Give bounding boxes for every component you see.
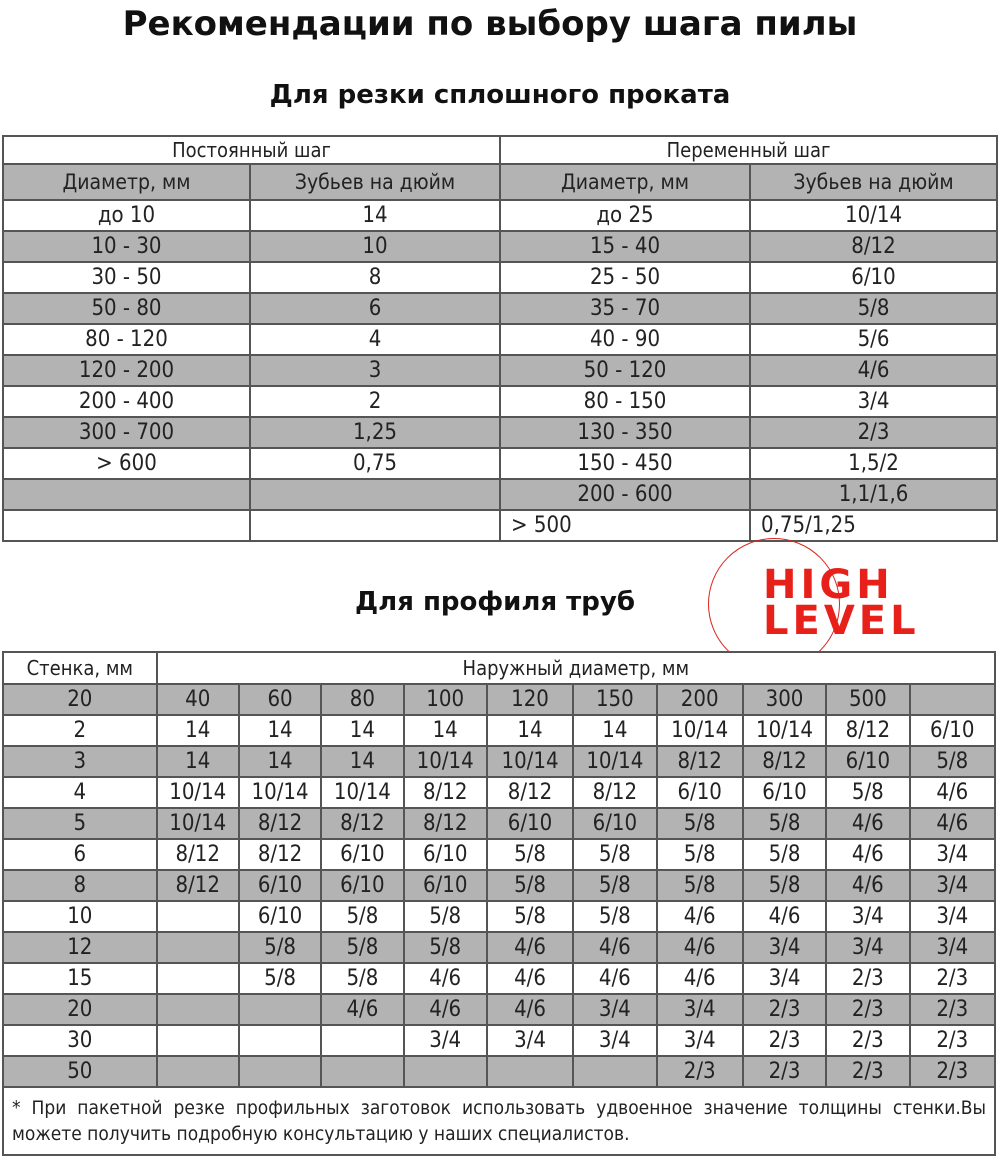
table-cell: 2/3 (826, 963, 909, 994)
table-row (3, 200, 997, 231)
table-cell: 2/3 (826, 994, 909, 1025)
table-cell: 8/12 (239, 808, 321, 839)
table-cell: 2/3 (826, 1025, 909, 1056)
table-cell (239, 1056, 321, 1087)
table-cell: 6/10 (750, 262, 997, 293)
constant-pitch-caption: Постоянный шаг (3, 136, 500, 164)
table-cell (157, 901, 239, 932)
table-cell: 50 (3, 1056, 157, 1087)
table-row (3, 1025, 995, 1056)
column-header: 60 (239, 684, 321, 715)
solid-stock-section-title: Для резки сплошного проката (269, 80, 731, 110)
table-cell: 3/4 (657, 994, 743, 1025)
table-cell: 5/8 (239, 963, 321, 994)
table-cell: 4/6 (657, 901, 743, 932)
table-cell: 4/6 (826, 870, 909, 901)
table-cell: 4/6 (910, 777, 996, 808)
table-cell: 8/12 (743, 746, 826, 777)
table-cell: 6/10 (239, 870, 321, 901)
table-cell: 2 (250, 386, 500, 417)
table-cell: 3/4 (750, 386, 997, 417)
table-cell: 50 - 80 (3, 293, 250, 324)
table-cell: 8/12 (573, 777, 656, 808)
table-row (3, 746, 995, 777)
table-cell: 6/10 (321, 839, 403, 870)
table-cell: 10/14 (404, 746, 487, 777)
table-row (3, 386, 997, 417)
table-cell: 14 (250, 200, 500, 231)
logo-line-1: HIGH (763, 562, 894, 608)
column-header: 40 (157, 684, 239, 715)
table-cell: 130 - 350 (500, 417, 750, 448)
table-cell: 200 - 400 (3, 386, 250, 417)
table-cell: 3/4 (910, 870, 996, 901)
column-header: Зубьев на дюйм (250, 164, 500, 200)
column-header: 100 (404, 684, 487, 715)
table-cell: > 500 (500, 510, 750, 541)
table-cell: 15 - 40 (500, 231, 750, 262)
table-cell: 1,5/2 (750, 448, 997, 479)
table-cell: 10/14 (239, 777, 321, 808)
table-cell: 3/4 (826, 932, 909, 963)
table-cell: 5/8 (573, 870, 656, 901)
table-cell: 0,75/1,25 (750, 510, 997, 541)
table-cell: 120 - 200 (3, 355, 250, 386)
table-cell: 4/6 (404, 963, 487, 994)
table-cell: 5/8 (743, 808, 826, 839)
table-cell: 15 (3, 963, 157, 994)
table-cell: 10/14 (743, 715, 826, 746)
table-cell (157, 994, 239, 1025)
table-cell: 3/4 (404, 1025, 487, 1056)
table-cell: 300 - 700 (3, 417, 250, 448)
table-cell: 14 (239, 715, 321, 746)
table-cell: 2/3 (910, 994, 996, 1025)
table-row (3, 479, 997, 510)
table-cell: 4/6 (657, 963, 743, 994)
table-cell (157, 932, 239, 963)
table-cell: 4/6 (573, 932, 656, 963)
pipe-profile-table (2, 651, 996, 1156)
table-row (3, 777, 995, 808)
table-cell: 35 - 70 (500, 293, 750, 324)
table-cell: 10/14 (750, 200, 997, 231)
table-cell: 14 (573, 715, 656, 746)
table-cell: 4/6 (657, 932, 743, 963)
table-cell: 5/8 (321, 963, 403, 994)
table-cell: 5/8 (743, 839, 826, 870)
table-cell: 10/14 (321, 777, 403, 808)
table-cell: 2/3 (826, 1056, 909, 1087)
table-cell: 5/8 (487, 870, 573, 901)
table-cell: 5/8 (657, 839, 743, 870)
table-cell: 5/8 (487, 901, 573, 932)
table-cell: 6/10 (404, 870, 487, 901)
column-header: 80 (321, 684, 403, 715)
table-cell: 5/8 (826, 777, 909, 808)
column-header: Диаметр, мм (3, 164, 250, 200)
table-cell: 5/8 (743, 870, 826, 901)
table-row (3, 1056, 995, 1087)
table-row (3, 963, 995, 994)
table-cell: 3/4 (910, 839, 996, 870)
table-cell: 8/12 (321, 808, 403, 839)
footnote: * При пакетной резке профильных заготовок использовать удвоенное значение толщины стенки.Вы можете получить подробную консультацию у наших специалистов. (3, 1087, 995, 1155)
table-cell: 2/3 (750, 417, 997, 448)
table-row (3, 932, 995, 963)
table-cell: 10 (3, 901, 157, 932)
table-cell: 14 (157, 715, 239, 746)
table-row (3, 355, 997, 386)
table-cell: 4/6 (404, 994, 487, 1025)
table-cell: 10/14 (657, 715, 743, 746)
column-header: Диаметр, мм (500, 164, 750, 200)
table-cell: 2/3 (657, 1056, 743, 1087)
table-cell: 20 (3, 994, 157, 1025)
pipe-profile-section-title: Для профиля труб (355, 587, 635, 617)
table-cell (3, 510, 250, 541)
table-cell: 5/8 (321, 932, 403, 963)
table-cell: 3/4 (573, 1025, 656, 1056)
table-cell: 1,1/1,6 (750, 479, 997, 510)
table-row (3, 324, 997, 355)
table-cell: 4/6 (487, 963, 573, 994)
table-cell: 14 (321, 715, 403, 746)
table-cell: 3/4 (487, 1025, 573, 1056)
table-cell: 14 (404, 715, 487, 746)
table-row (3, 448, 997, 479)
table-cell: 14 (157, 746, 239, 777)
table-cell: 14 (321, 746, 403, 777)
table-cell: 8 (250, 262, 500, 293)
table-cell: 80 - 120 (3, 324, 250, 355)
table-row (3, 808, 995, 839)
table-cell (157, 1025, 239, 1056)
wall-caption: Стенка, мм (3, 652, 157, 684)
table-cell: 8 (3, 870, 157, 901)
table-cell: 5/8 (657, 808, 743, 839)
table-cell: 4 (3, 777, 157, 808)
table-cell: 2/3 (910, 1056, 996, 1087)
table-cell: 4/6 (743, 901, 826, 932)
table-cell: 5/8 (404, 901, 487, 932)
table-cell: 5/8 (750, 293, 997, 324)
table-cell: 2/3 (910, 963, 996, 994)
table-cell: 3/4 (826, 901, 909, 932)
table-cell: 10/14 (157, 777, 239, 808)
table-cell: 1,25 (250, 417, 500, 448)
column-header: 150 (573, 684, 656, 715)
table-row (3, 417, 997, 448)
variable-pitch-caption: Переменный шаг (500, 136, 997, 164)
table-cell: до 25 (500, 200, 750, 231)
table-row (3, 994, 995, 1025)
table-cell: 8/12 (404, 808, 487, 839)
table-cell: 5/8 (239, 932, 321, 963)
table-cell: 5/8 (487, 839, 573, 870)
table-cell: 4/6 (910, 808, 996, 839)
table-cell: 200 - 600 (500, 479, 750, 510)
table-cell (404, 1056, 487, 1087)
column-header: 120 (487, 684, 573, 715)
column-header: 500 (826, 684, 909, 715)
table-cell: 8/12 (157, 870, 239, 901)
table-cell: 6 (3, 839, 157, 870)
table-cell (239, 1025, 321, 1056)
table-cell: 10/14 (157, 808, 239, 839)
table-cell (250, 510, 500, 541)
table-cell: 0,75 (250, 448, 500, 479)
table-cell: 10 - 30 (3, 231, 250, 262)
table-cell: 10/14 (487, 746, 573, 777)
table-row (3, 262, 997, 293)
table-cell: 5/8 (573, 839, 656, 870)
table-cell (239, 994, 321, 1025)
table-cell: 5 (3, 808, 157, 839)
table-cell (321, 1025, 403, 1056)
table-cell: 12 (3, 932, 157, 963)
table-cell: 30 - 50 (3, 262, 250, 293)
table-cell: 8/12 (404, 777, 487, 808)
solid-stock-table (2, 135, 998, 542)
column-header: Зубьев на дюйм (750, 164, 997, 200)
table-cell (157, 963, 239, 994)
table-cell: 40 - 90 (500, 324, 750, 355)
table-cell: 3/4 (657, 1025, 743, 1056)
table-cell: 6/10 (404, 839, 487, 870)
table-cell: 8/12 (487, 777, 573, 808)
table-cell: 10 (250, 231, 500, 262)
table-cell: 30 (3, 1025, 157, 1056)
table-cell: 25 - 50 (500, 262, 750, 293)
table-cell: до 10 (3, 200, 250, 231)
logo-line-2: LEVEL (763, 598, 920, 644)
table-cell: 4 (250, 324, 500, 355)
table-cell: 6/10 (826, 746, 909, 777)
table-cell: 3/4 (910, 932, 996, 963)
table-cell: 4/6 (750, 355, 997, 386)
table-cell: 3 (250, 355, 500, 386)
table-cell (487, 1056, 573, 1087)
table-cell: 2 (3, 715, 157, 746)
table-cell: 3 (3, 746, 157, 777)
table-cell: 5/8 (573, 901, 656, 932)
table-cell (157, 1056, 239, 1087)
table-cell: > 600 (3, 448, 250, 479)
table-cell: 6/10 (657, 777, 743, 808)
table-cell: 14 (239, 746, 321, 777)
table-cell: 8/12 (239, 839, 321, 870)
table-cell: 80 - 150 (500, 386, 750, 417)
table-cell: 6/10 (743, 777, 826, 808)
table-cell: 6/10 (239, 901, 321, 932)
table-cell: 4/6 (487, 932, 573, 963)
table-cell: 4/6 (487, 994, 573, 1025)
table-cell (3, 479, 250, 510)
table-cell: 10/14 (573, 746, 656, 777)
table-cell: 4/6 (321, 994, 403, 1025)
diameter-header-row (3, 684, 995, 715)
table-cell: 2/3 (743, 1056, 826, 1087)
table-cell: 150 - 450 (500, 448, 750, 479)
table-cell (573, 1056, 656, 1087)
table-cell (321, 1056, 403, 1087)
table-cell (250, 479, 500, 510)
table-cell: 2/3 (910, 1025, 996, 1056)
table-cell: 2/3 (743, 994, 826, 1025)
page-title: Рекомендации по выбору шага пилы (122, 4, 858, 44)
table-cell: 6/10 (487, 808, 573, 839)
table-cell: 3/4 (743, 932, 826, 963)
table-row (3, 715, 995, 746)
table-cell: 3/4 (743, 963, 826, 994)
table-cell: 8/12 (826, 715, 909, 746)
table-cell: 5/8 (910, 746, 996, 777)
table-cell: 3/4 (910, 901, 996, 932)
table-cell: 2/3 (743, 1025, 826, 1056)
table-cell: 4/6 (573, 963, 656, 994)
table-row (3, 870, 995, 901)
table-row (3, 510, 997, 541)
table-cell: 5/6 (750, 324, 997, 355)
table-cell: 4/6 (826, 808, 909, 839)
table-cell: 6/10 (321, 870, 403, 901)
table-cell: 6/10 (910, 715, 996, 746)
table-cell: 6 (250, 293, 500, 324)
table-cell: 8/12 (657, 746, 743, 777)
table-row (3, 293, 997, 324)
table-cell: 50 - 120 (500, 355, 750, 386)
table-cell: 5/8 (321, 901, 403, 932)
table-cell: 5/8 (404, 932, 487, 963)
table-cell: 5/8 (657, 870, 743, 901)
table-row (3, 901, 995, 932)
table-row (3, 231, 997, 262)
table-cell: 4/6 (826, 839, 909, 870)
table-cell: 14 (487, 715, 573, 746)
column-header: 300 (743, 684, 826, 715)
outer-diameter-caption: Наружный диаметр, мм (157, 652, 995, 684)
table-cell: 3/4 (573, 994, 656, 1025)
table-row (3, 839, 995, 870)
column-header: 200 (657, 684, 743, 715)
column-header: 20 (3, 684, 157, 715)
column-header (910, 684, 996, 715)
table-cell: 6/10 (573, 808, 656, 839)
table-cell: 8/12 (157, 839, 239, 870)
table-cell: 8/12 (750, 231, 997, 262)
